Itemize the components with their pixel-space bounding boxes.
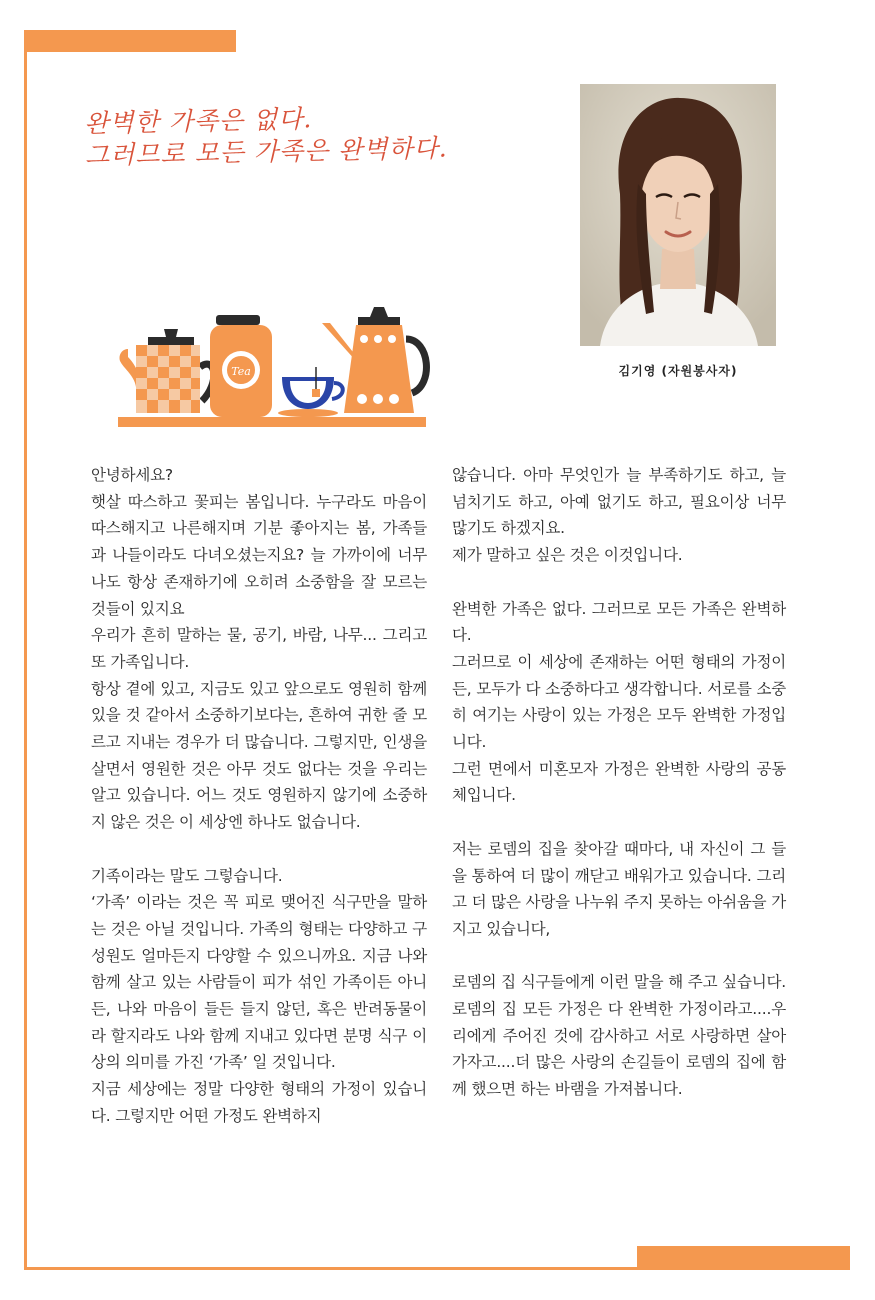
portrait-caption: 김기영 (자원봉사자) <box>618 364 738 378</box>
headline-line-1: 완벽한 가족은 없다. <box>84 104 313 138</box>
paragraph-gap <box>452 943 786 970</box>
paragraph: 우리가 흔히 말하는 물, 공기, 바람, 나무... 그리고 또 가족입니다. <box>91 626 427 671</box>
paragraph: 기족이라는 말도 그렇습니다. <box>91 866 283 885</box>
paragraph-gap <box>452 569 786 596</box>
frame-bottom-bar <box>637 1246 850 1270</box>
paragraph: 햇살 따스하고 꽃피는 봄입니다. 누구라도 마음이 따스해지고 나른해지며 기분 좋아지는 봄, 가족들과 나들이라도 다녀오셨는지요? 늘 가까이에 너무나도 항상 존재하기에 오히려 소중함을 잘 모르는 것들이 있지요 <box>91 492 427 618</box>
paragraph-gap <box>452 809 786 836</box>
paragraph: 지금 세상에는 정말 다양한 형태의 가정이 있습니다. 그렇지만 어떤 가정도 완벽하지 <box>91 1080 427 1125</box>
frame-left-line <box>24 30 27 1270</box>
paragraph: 제가 말하고 싶은 것은 이것입니다. <box>452 546 683 565</box>
headline <box>84 98 545 172</box>
checkered-teapot-icon <box>119 329 213 413</box>
paragraph-gap <box>91 836 427 863</box>
tea-cup-icon <box>278 367 343 417</box>
jar-label: Tea <box>231 365 251 378</box>
frame-top-bar <box>24 30 236 52</box>
paragraph: 저는 로뎀의 집을 찾아갈 때마다, 내 자신이 그 들을 통하여 더 많이 깨닫고 배워가고 있습니다. 그리고 더 많은 사랑을 나누워 주지 못하는 아쉬움을 가지고 있습니다, <box>452 839 786 938</box>
body-right-column <box>452 462 786 1103</box>
paragraph: 그러므로 이 세상에 존재하는 어떤 형태의 가정이든, 모두가 다 소중하다고 생각합니다. 서로를 소중히 여기는 사랑이 있는 가정은 모두 완벽한 가정입니다. <box>452 652 786 752</box>
headline-line-2: 그러므로 모든 가족은 완벽하다. <box>84 133 448 170</box>
paragraph: 완벽한 가족은 없다. 그러므로 모든 가족은 완벽하다. <box>452 599 786 645</box>
tea-jar-icon <box>210 315 272 417</box>
portrait-photo <box>580 84 776 346</box>
shelf <box>118 417 426 427</box>
body-left-column <box>91 462 427 1130</box>
teapot-illustration <box>112 305 432 435</box>
paragraph: 로뎀의 집 식구들에게 이런 말을 해 주고 싶습니다. 로뎀의 집 모든 가정은 다 완벽한 가정이라고....우리에게 주어진 것에 감사하고 서로 사랑하면 살아가자고....더 많은 사랑의 손길들이 로뎀의 집에 함께 했으면 하는 바램을 가져봅니다. <box>452 973 786 1099</box>
paragraph: 항상 곁에 있고, 지금도 있고 앞으로도 영원히 함께 있을 것 같아서 소중하기보다는, 흔하여 귀한 줄 모르고 지내는 경우가 더 많습니다. 그렇지만, 인생을 살면서 영원한 것은 아무 것도 없다는 것을 우리는 알고 있습니다. 어느 것도 영원하지 않기에 소중하지 않은 것은 이 세상엔 하나도 없습니다. <box>91 679 427 832</box>
paragraph: 않습니다. 아마 무엇인가 늘 부족하기도 하고, 늘 넘치기도 하고, 아예 없기도 하고, 필요이상 너무 많기도 하겠지요. <box>452 466 786 538</box>
paragraph: 그런 면에서 미혼모자 가정은 완벽한 사랑의 공동체입니다. <box>452 759 786 805</box>
paragraph: 안녕하세요? <box>91 466 173 484</box>
paragraph: ‘가족’ 이라는 것은 꼭 피로 맺어진 식구만을 말하는 것은 아닐 것입니다. 가족의 형태는 다양하고 구성원도 얼마든지 다양할 수 있으니까요. 지금 나와 함께 살고 있는 사람들이 피가 섞인 가족이든 아니든, 나와 마음이 들든 들지 않던, 혹은 반려동물이라 할지라도 나와 함께 지내고 있다면 분명 식구 이상의 의미를 가진 ‘가족’ 일 것입니다. <box>91 893 427 1072</box>
portrait-illustration <box>580 84 776 346</box>
